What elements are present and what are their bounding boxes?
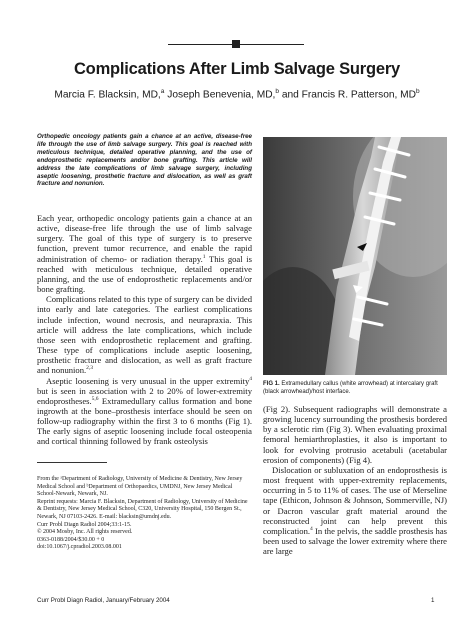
paragraph-text: Extramedullary callus formation and bone ingrowth at the bone–prosthesis interface should be seen on follow-up radiography within the first 3 to 6 months (Fig 1). The early signs of aseptic loosening include focal osteopenia and cortical thinning followed by frank osteolysis (37, 395, 252, 447)
citation: 5,6 (91, 395, 99, 402)
figure-caption-text: Extramedullary callus (white arrowhead) at intercalary graft (black arrowhead)/host interface. (263, 381, 438, 395)
paragraph-text: Dislocation or subluxation of an endoprosthesis is most frequent with upper-extremity replacements, occurring in 5 to 11% of cases. The use of Merseline tape (Ethicon, Johnson & Johnson, Sommerville, NJ) or Dacron vascular graft material around the reconstructed joint can help prevent this complication. (263, 464, 447, 536)
body-left-column (37, 213, 252, 447)
article-title: Complications After Limb Salvage Surgery (73, 60, 401, 78)
citation: 2,3 (86, 365, 94, 372)
citation: 1 (202, 253, 206, 260)
paragraph (37, 294, 252, 375)
radiograph-figure (263, 137, 447, 375)
footnote-affiliation: From the ᵃDepartment of Radiology, University of Medicine & Dentistry, New Jersey Medical School and ᵇDepartment of Orthopaedics, UMDNJ, New Jersey Medical School-Newark, Newark, NJ. (37, 476, 243, 498)
footnote-issn: 0363-0188/2004/$30.00 + 0 (37, 536, 105, 543)
abstract: Orthopedic oncology patients gain a chance at an active, disease-free life through the use of limb salvage surgery. This goal is reached with meticulous technique, detailed operative planning, and the use of endoprosthetic replacements and/or bone grafting. This article will address the late complications of limb salvage surgery, including aseptic loosening, prosthetic fracture and dislocation, as well as graft fracture and nonunion. (37, 133, 252, 188)
paragraph-text: Aseptic loosening is very unusual in the upper extremity (46, 375, 250, 386)
paragraph-text: This goal is reached with meticulous technique, detailed operative planning, and the use of endoprosthetic replacements and/or bone grafting. (37, 253, 252, 295)
radiograph-image (263, 137, 447, 375)
citation: 4 (249, 375, 252, 382)
author-name: Marcia F. Blacksin, MD, (54, 89, 161, 101)
page-number: 1 (431, 597, 435, 604)
header-rule-left (168, 44, 232, 45)
paragraph-text: Each year, orthopedic oncology patients gain a chance at an active, disease-free life through the use of limb salvage surgery. The goal of this type of surgery is to preserve function, prevent tumor recurrence, and enable the rapid administration of chemo- or radiation therapy. (37, 213, 252, 264)
body-right-column (263, 404, 447, 556)
figure-label: FIG 1. (263, 381, 280, 387)
paragraph (263, 404, 447, 465)
header-rule-mark (232, 40, 240, 48)
author-affil: b (416, 88, 420, 95)
author-name: and Francis R. Patterson, MD (279, 89, 417, 101)
footnotes (37, 476, 252, 552)
header-rule-right (240, 44, 304, 45)
footer-journal: Curr Probl Diagn Radiol, January/February 2004 (37, 597, 170, 604)
footnote-copyright: © 2004 Mosby, Inc. All rights reserved. (37, 529, 133, 536)
paragraph-text: In the pelvis, the saddle prosthesis has been used to salvage the lower extremity where there are large (263, 525, 447, 557)
footnote-doi: doi:10.1067/j.cpradiol.2003.08.001 (37, 544, 122, 551)
footnote-citation: Curr Probl Diagn Radiol 2004;33:1-15. (37, 521, 132, 528)
paragraph-text: (Fig 2). Subsequent radiographs will demonstrate a growing lucency surrounding the prosthesis bordered by a sclerotic rim (Fig 3). When evaluating proximal femoral hemiarthroplasties, it also is important to look for evolving protrusio acetabuli (acetabular erosion of components) (Fig 4). (263, 404, 447, 465)
footnote-rule (37, 462, 107, 463)
paragraph-text: Complications related to this type of surgery can be divided into early and late categories. The earliest complications include infection, wound necrosis, and neurapraxia. This article will address the late complications, which include those seen with endoprosthetic replacement and grafting. These type of complications include aseptic loosening, prosthetic fracture and dislocation, as well as graft fracture and nonunion. (37, 294, 252, 376)
author-name: Joseph Benevenia, MD, (164, 89, 276, 101)
paragraph (37, 376, 252, 447)
paragraph (263, 465, 447, 556)
author-affil: b (275, 88, 280, 95)
footnote-reprint: Reprint requests: Marcia F. Blacksin, Department of Radiology, University of Medicine & Dentistry, New Jersey Medical School, C320, University Hospital, 150 Bergen St., Newark, NJ 07103-2426. E-mail: blacksin@umdnj.edu. (37, 498, 248, 520)
figure-caption (263, 381, 447, 396)
citation: 4 (310, 526, 313, 533)
author-line (0, 88, 474, 100)
author-affil: a (160, 88, 165, 95)
paragraph-text: but is seen in association with 2 to 20% of lower-extremity endoprostheses. (37, 385, 252, 406)
paragraph (37, 213, 252, 294)
